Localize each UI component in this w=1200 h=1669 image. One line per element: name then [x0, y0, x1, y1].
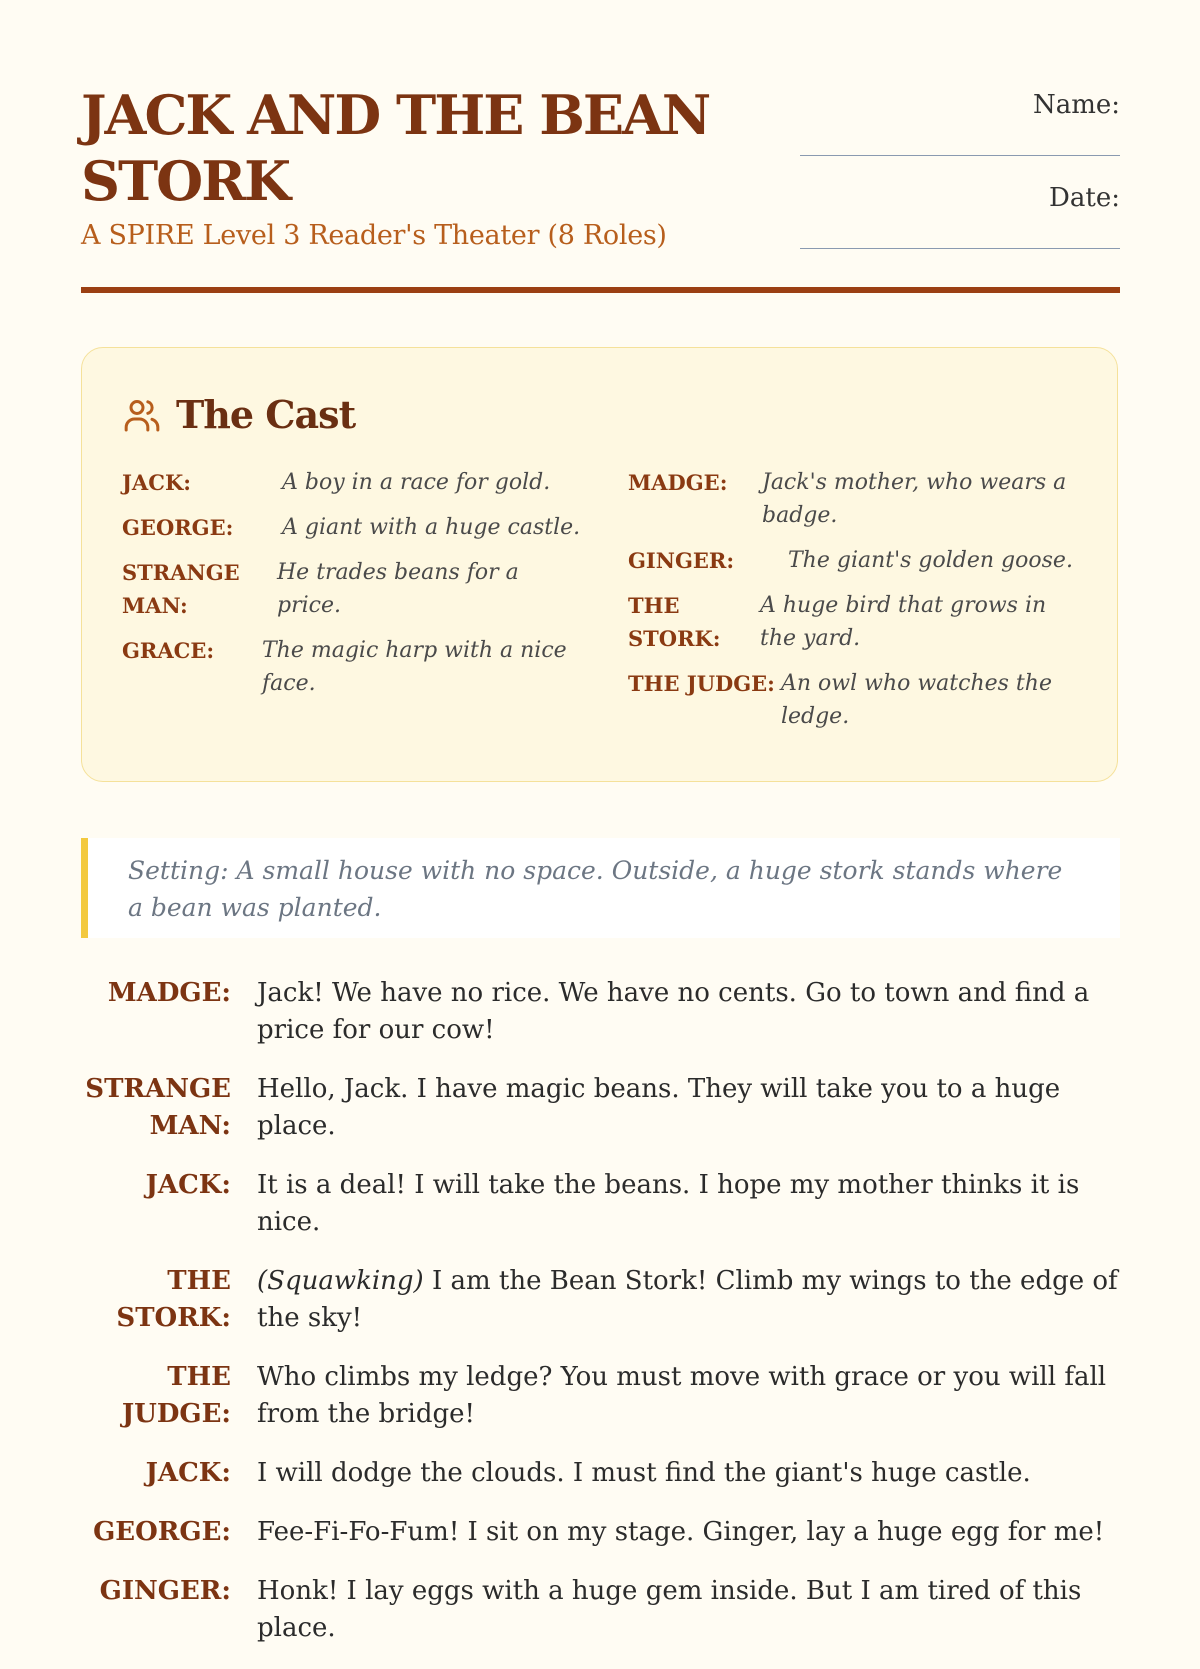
- line-text: [257, 1263, 1121, 1337]
- line-text: [257, 1071, 1121, 1145]
- script-line: [81, 1071, 1121, 1145]
- dialogue: Hello, Jack. I have magic beans. They will take you to a huge place.: [257, 1074, 1061, 1141]
- role-name: THE STORK:: [628, 593, 721, 651]
- date-label: Date:: [1049, 183, 1120, 213]
- script-line: [81, 975, 1121, 1049]
- role-description: A huge bird that grows in the yard.: [760, 593, 1047, 651]
- cast-header: [122, 392, 355, 437]
- script-line: [81, 1573, 1121, 1647]
- dialogue: Jack! We have no rice. We have no cents. Go to town and find a price for our cow!: [257, 978, 1090, 1045]
- role-description: He trades beans for a price.: [277, 560, 519, 618]
- line-text: [257, 1167, 1121, 1241]
- dialogue: I am the Bean Stork! Climb my wings to the edge of the sky!: [257, 1266, 1118, 1333]
- speaker-label: THE JUDGE:: [121, 1362, 231, 1429]
- role-description: The giant's golden goose.: [788, 548, 1073, 573]
- role-description: A giant with a huge castle.: [282, 515, 581, 540]
- role-description: An owl who watches the ledge.: [780, 671, 1052, 729]
- cast-title: The Cast: [176, 392, 356, 437]
- line-text: [257, 975, 1121, 1049]
- users-icon: [122, 395, 162, 435]
- name-label: Name:: [1032, 90, 1120, 120]
- cast-role: [628, 667, 1088, 733]
- stage-direction: (Squawking): [257, 1266, 424, 1296]
- line-text: [257, 1514, 1121, 1551]
- speaker-label: JACK:: [145, 1170, 231, 1200]
- cast-role: [122, 556, 582, 622]
- page-subtitle: A SPIRE Level 3 Reader's Theater (8 Roles): [81, 220, 667, 251]
- cast-column-right: [628, 466, 1088, 745]
- cast-role: [628, 544, 1088, 577]
- cast-role: [628, 466, 1088, 532]
- date-line[interactable]: [800, 248, 1120, 249]
- dialogue: Who climbs my ledge? You must move with grace or you will fall from the bridge!: [257, 1362, 1107, 1429]
- line-text: [257, 1455, 1121, 1492]
- script-lines: [81, 975, 1121, 1669]
- role-name: GINGER:: [628, 548, 735, 573]
- cast-role: [628, 589, 1088, 655]
- setting-note: Setting: A small house with no space. Outside, a huge stork stands where a bean was planted.: [81, 838, 1120, 938]
- line-text: [257, 1359, 1121, 1433]
- script-line: [81, 1167, 1121, 1241]
- page-title: JACK AND THE BEAN STORK: [81, 83, 710, 213]
- speaker-label: MADGE:: [107, 978, 231, 1008]
- cast-role: [122, 511, 582, 544]
- dialogue: Honk! I lay eggs with a huge gem inside. But I am tired of this place.: [257, 1576, 1082, 1643]
- dialogue: It is a deal! I will take the beans. I hope my mother thinks it is nice.: [257, 1170, 1080, 1237]
- cast-column-left: [122, 466, 582, 712]
- speaker-label: GEORGE:: [93, 1517, 231, 1547]
- speaker-label: THE STORK:: [116, 1266, 231, 1333]
- speaker-label: JACK:: [145, 1458, 231, 1488]
- cast-box: [81, 347, 1118, 782]
- dialogue: I will dodge the clouds. I must find the giant's huge castle.: [257, 1458, 1031, 1488]
- date-field[interactable]: [800, 181, 1120, 274]
- cast-role: [122, 466, 582, 499]
- role-name: STRANGE MAN:: [122, 560, 240, 618]
- script-line: [81, 1263, 1121, 1337]
- role-description: A boy in a race for gold.: [282, 470, 551, 495]
- name-field[interactable]: [800, 88, 1120, 181]
- role-description: The magic harp with a nice face.: [262, 638, 567, 696]
- role-name: THE JUDGE:: [628, 671, 775, 696]
- dialogue: Fee-Fi-Fo-Fum! I sit on my stage. Ginger, lay a huge egg for me!: [257, 1517, 1105, 1547]
- role-description: Jack's mother, who wears a badge.: [762, 470, 1067, 528]
- script-line: [81, 1455, 1121, 1492]
- role-name: JACK:: [122, 470, 191, 495]
- student-fields: [800, 88, 1120, 274]
- role-name: GEORGE:: [122, 515, 234, 540]
- role-name: GRACE:: [122, 638, 215, 663]
- line-text: [257, 1573, 1121, 1647]
- role-name: MADGE:: [628, 470, 728, 495]
- header-divider: [81, 287, 1120, 293]
- script-line: [81, 1514, 1121, 1551]
- speaker-label: GINGER:: [99, 1576, 231, 1606]
- cast-role: [122, 634, 582, 700]
- script-line: [81, 1359, 1121, 1433]
- name-line[interactable]: [800, 155, 1120, 156]
- speaker-label: STRANGE MAN:: [85, 1074, 231, 1141]
